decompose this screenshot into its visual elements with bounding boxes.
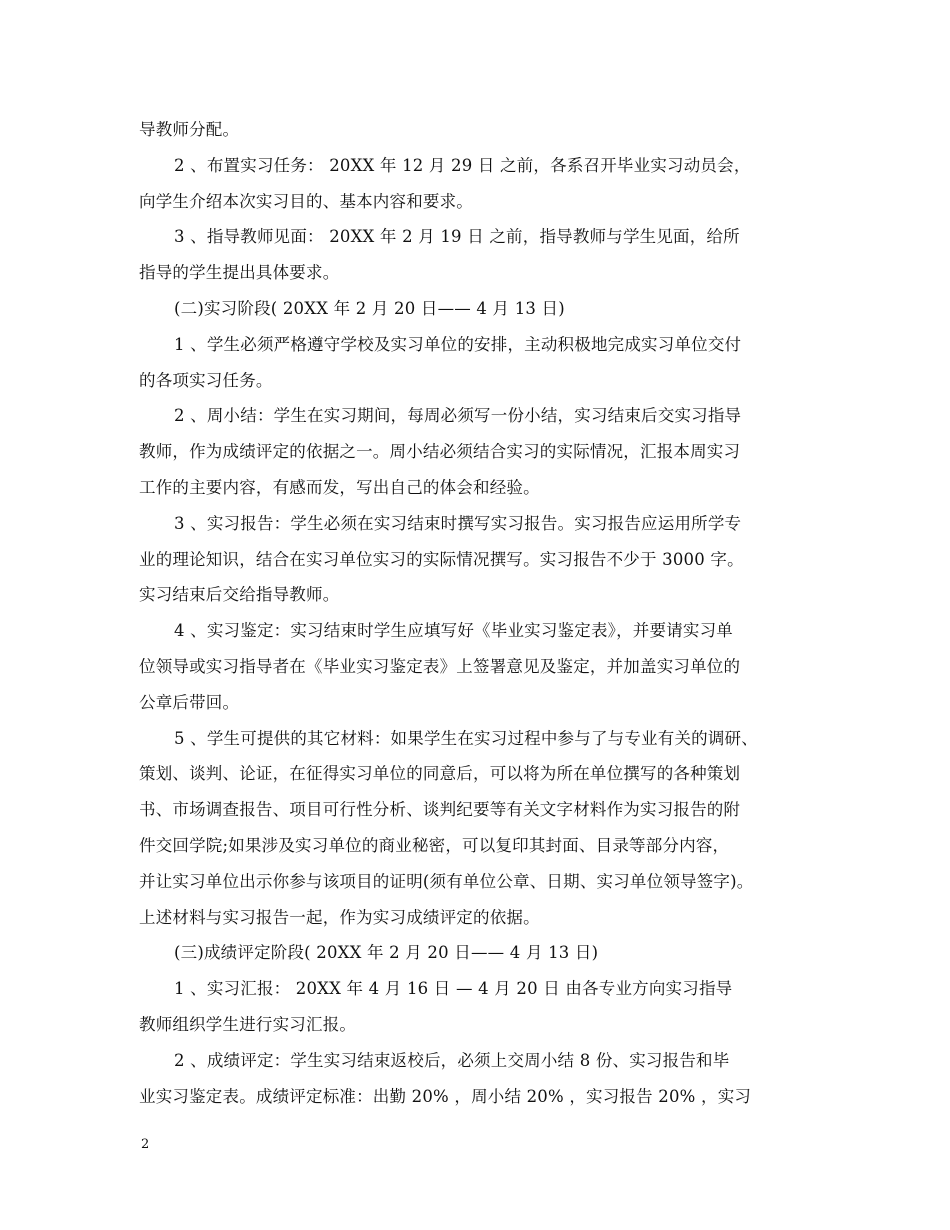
- document-body: [139, 112, 819, 1114]
- text-line: 导教师分配。: [139, 120, 240, 139]
- text-line: 上述材料与实习报告一起，作为实习成绩评定的依据。: [139, 907, 540, 927]
- text-line: 件交回学院;如果涉及实习单位的商业秘密，可以复印其封面、目录等部分内容，: [139, 835, 730, 855]
- text-line: (三)成绩评定阶段( 20XX 年 2 月 20 日—— 4 月 13 日): [174, 943, 599, 963]
- text-line: 1 、学生必须严格遵守学校及实习单位的安排，主动积极地完成实习单位交付: [174, 334, 742, 354]
- text-line: 实习结束后交给指导教师。: [139, 585, 340, 605]
- text-line: 工作的主要内容，有感而发，写出自己的体会和经验。: [139, 477, 540, 497]
- text-line: 2 、周小结：学生在实习期间，每周必须写一份小结，实习结束后交实习指导: [174, 406, 742, 426]
- text-line: 业实习鉴定表。成绩评定标准：出勤 20% ，周小结 20% ，实习报告 20% ，实习: [139, 1086, 752, 1106]
- text-line: 的各项实习任务。: [139, 370, 273, 390]
- text-line: 2 、布置实习任务： 20XX 年 12 月 29 日 之前，各系召开毕业实习动员会，: [174, 155, 751, 175]
- text-line: (二)实习阶段( 20XX 年 2 月 20 日—— 4 月 13 日): [174, 298, 565, 318]
- text-line: 教师组织学生进行实习汇报。: [139, 1014, 357, 1034]
- text-line: 3 、实习报告：学生必须在实习结束时撰写实习报告。实习报告应运用所学专: [174, 513, 742, 533]
- text-line: 业的理论知识，结合在实习单位实习的实际情况撰写。实习报告不少于 3000 字。: [139, 549, 744, 569]
- text-line: 2 、成绩评定：学生实习结束返校后，必须上交周小结 8 份、实习报告和毕: [174, 1050, 730, 1070]
- text-line: 3 、指导教师见面： 20XX 年 2 月 19 日 之前，指导教师与学生见面，给所: [174, 227, 740, 247]
- text-line: 向学生介绍本次实习目的、基本内容和要求。: [139, 191, 473, 211]
- text-line: 教师，作为成绩评定的依据之一。周小结必须结合实习的实际情况，汇报本周实习: [139, 442, 741, 462]
- text-line: 4 、实习鉴定：实习结束时学生应填写好《毕业实习鉴定表》，并要请实习单: [174, 621, 733, 641]
- text-line: 1 、实习汇报： 20XX 年 4 月 16 日 — 4 月 20 日 由各专业方向实习指导: [174, 979, 733, 999]
- text-line: 指导的学生提出具体要求。: [139, 263, 340, 283]
- text-line: 并让实习单位出示你参与该项目的证明(须有单位公章、日期、实习单位领导签字)。: [139, 871, 754, 891]
- page-number: 2: [141, 1137, 150, 1152]
- text-line: 位领导或实习指导者在《毕业实习鉴定表》上签署意见及鉴定，并加盖实习单位的: [139, 656, 741, 676]
- text-line: 书、市场调查报告、项目可行性分析、谈判纪要等有关文字材料作为实习报告的附: [139, 800, 741, 820]
- text-line: 5 、学生可提供的其它材料：如果学生在实习过程中参与了与专业有关的调研、: [174, 728, 758, 748]
- text-line: 策划、谈判、论证，在征得实习单位的同意后，可以将为所在单位撰写的各种策划: [139, 764, 741, 784]
- text-line: 公章后带回。: [139, 692, 240, 712]
